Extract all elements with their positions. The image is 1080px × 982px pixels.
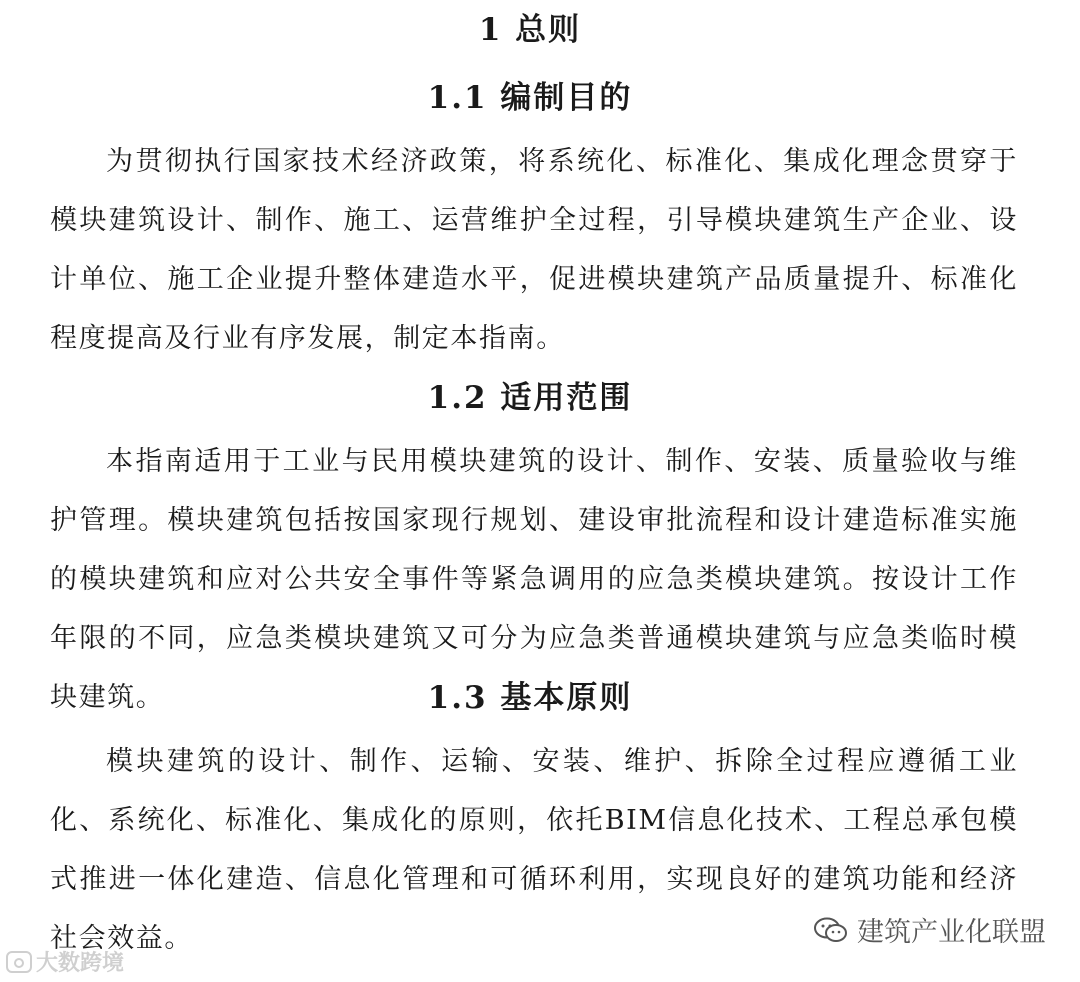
section-title-principles: 1.3 基本原则 [427,680,633,716]
section-paragraph-scope: 本指南适用于工业与民用模块建筑的设计、制作、安装、质量验收与维护管理。模块建筑包括按国家现行规划、建设审批流程和设计建造标准实施的模块建筑和应对公共安全事件等紧急调用的应急类模块建筑。按设计工作年限的不同，应急类模块建筑又可分为应急类普通模块建筑与应急类临时模块建筑。 [50,446,1018,713]
chapter-title: 1 总则 [478,12,582,48]
section-title-scope: 1.2 适用范围 [427,380,633,416]
section-paragraph-principles: 模块建筑的设计、制作、运输、安装、维护、拆除全过程应遵循工业化、系统化、标准化、集成化的原则，依托BIM信息化技术、工程总承包模式推进一体化建造、信息化管理和可循环利用，实现良好的建筑功能和经济社会效益。 [50,746,1018,954]
watermark-right [813,910,1046,949]
watermark-left-text: 大数跨境 [36,951,125,976]
watermark-left [6,946,124,977]
camera-icon [6,951,32,973]
section-paragraph-purpose: 为贯彻执行国家技术经济政策，将系统化、标准化、集成化理念贯穿于模块建筑设计、制作、施工、运营维护全过程，引导模块建筑生产企业、设计单位、施工企业提升整体建造水平，促进模块建筑产品质量提升、标准化程度提高及行业有序发展，制定本指南。 [50,146,1018,354]
section-title-purpose: 1.1 编制目的 [427,80,633,116]
watermark-right-text: 建筑产业化联盟 [857,917,1046,948]
wechat-icon [813,916,849,944]
